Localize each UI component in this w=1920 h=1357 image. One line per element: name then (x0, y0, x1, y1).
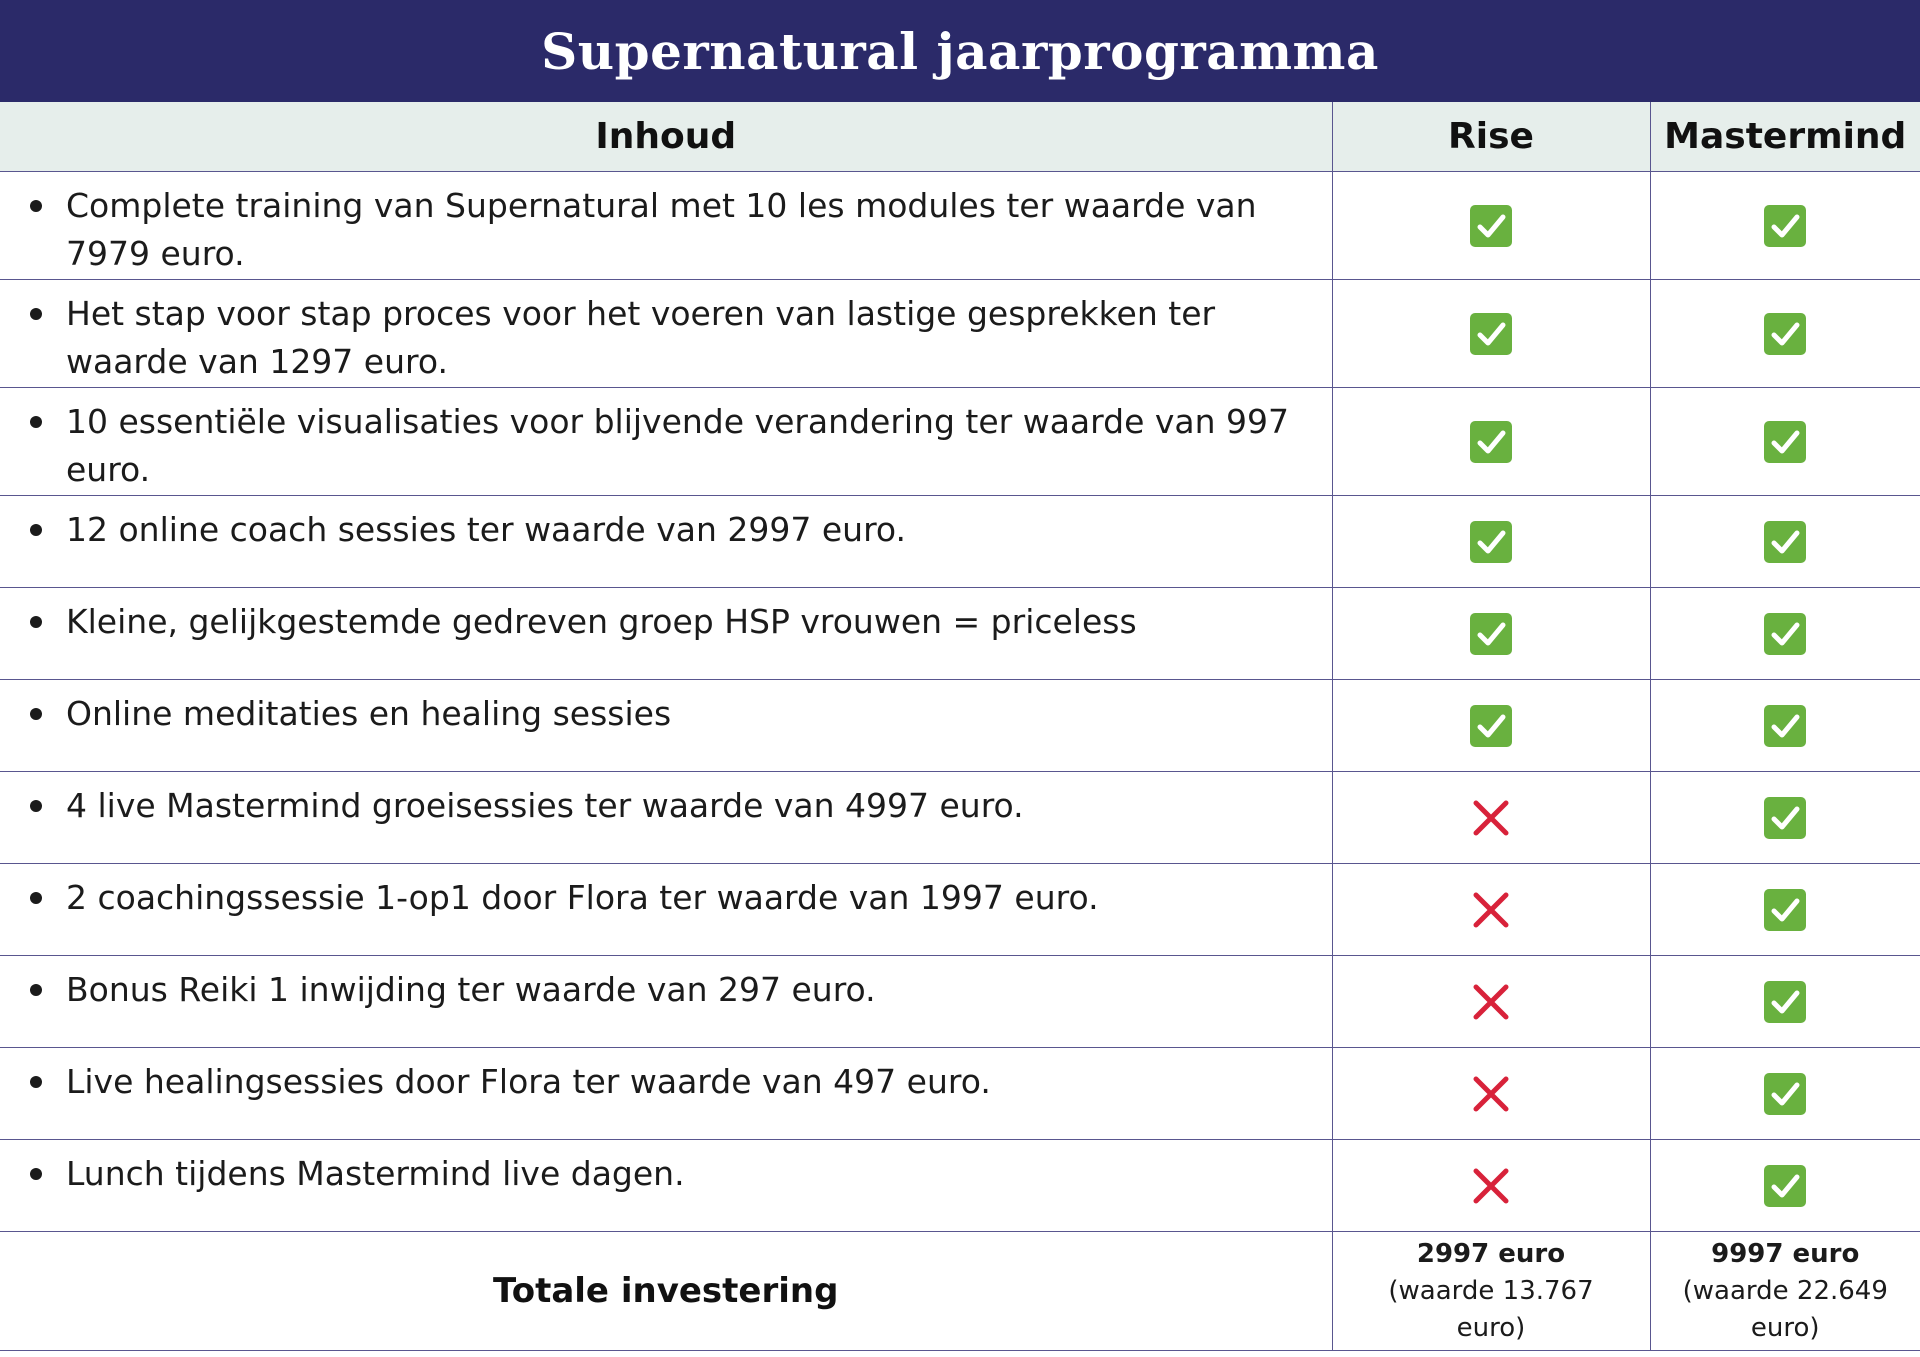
list-item (0, 280, 1332, 386)
check-box-icon (1470, 313, 1512, 355)
mastermind-mark-cell (1650, 680, 1920, 772)
check-box-icon (1764, 421, 1806, 463)
mastermind-mark-cell (1650, 1048, 1920, 1140)
check-box-icon (1470, 521, 1512, 563)
bullet-icon (30, 524, 42, 536)
feature-text: Bonus Reiki 1 inwijding ter waarde van 297 euro. (66, 970, 876, 1009)
check-box-icon (1764, 205, 1806, 247)
bullet-icon (30, 708, 42, 720)
feature-text: 12 online coach sessies ter waarde van 2997 euro. (66, 510, 907, 549)
column-header-content: Inhoud (0, 102, 1332, 172)
check-box-icon (1764, 705, 1806, 747)
total-row (0, 1232, 1920, 1351)
rise-value-note: (waarde 13.767 euro) (1388, 1275, 1594, 1343)
feature-cell (0, 956, 1332, 1048)
check-box-icon (1470, 205, 1512, 247)
feature-text: 2 coachingssessie 1-op1 door Flora ter waarde van 1997 euro. (66, 878, 1099, 917)
column-header-mastermind: Mastermind (1650, 102, 1920, 172)
table-row (0, 956, 1920, 1048)
mastermind-mark-cell (1650, 956, 1920, 1048)
check-box-icon (1764, 889, 1806, 931)
bullet-icon (30, 1168, 42, 1180)
rise-mark-cell (1332, 1048, 1650, 1140)
cross-icon (1470, 981, 1512, 1023)
column-header-row (0, 102, 1920, 172)
list-item (0, 772, 1332, 830)
rise-mark-cell (1332, 588, 1650, 680)
check-box-icon (1470, 705, 1512, 747)
mastermind-total-cell (1650, 1232, 1920, 1351)
feature-cell (0, 680, 1332, 772)
rise-mark-cell (1332, 388, 1650, 496)
mastermind-mark-cell (1650, 280, 1920, 388)
feature-cell (0, 172, 1332, 280)
mastermind-mark-cell (1650, 172, 1920, 280)
bullet-icon (30, 416, 42, 428)
feature-text: Live healingsessies door Flora ter waarde van 497 euro. (66, 1062, 991, 1101)
bullet-icon (30, 800, 42, 812)
feature-cell (0, 496, 1332, 588)
rise-mark-cell (1332, 1140, 1650, 1232)
feature-cell (0, 280, 1332, 388)
total-label: Totale investering (0, 1232, 1332, 1351)
list-item (0, 172, 1332, 278)
cross-icon (1470, 889, 1512, 931)
list-item (0, 864, 1332, 922)
bullet-icon (30, 892, 42, 904)
feature-text: Online meditaties en healing sessies (66, 694, 672, 733)
bullet-icon (30, 984, 42, 996)
mastermind-mark-cell (1650, 1140, 1920, 1232)
check-box-icon (1764, 613, 1806, 655)
mastermind-mark-cell (1650, 588, 1920, 680)
rise-mark-cell (1332, 680, 1650, 772)
feature-cell (0, 1048, 1332, 1140)
bullet-icon (30, 616, 42, 628)
feature-text: Complete training van Supernatural met 10 les modules ter waarde van 7979 euro. (66, 186, 1257, 273)
check-box-icon (1764, 313, 1806, 355)
feature-text: Het stap voor stap proces voor het voeren van lastige gesprekken ter waarde van 1297 euro. (66, 294, 1216, 381)
mastermind-mark-cell (1650, 388, 1920, 496)
bullet-icon (30, 200, 42, 212)
list-item (0, 388, 1332, 494)
rise-mark-cell (1332, 172, 1650, 280)
feature-cell (0, 1140, 1332, 1232)
rise-total-cell (1332, 1232, 1650, 1351)
rise-mark-cell (1332, 864, 1650, 956)
mastermind-mark-cell (1650, 864, 1920, 956)
feature-cell (0, 864, 1332, 956)
rise-price: 2997 euro (1416, 1238, 1566, 1269)
comparison-table (0, 102, 1920, 1351)
table-row (0, 588, 1920, 680)
cross-icon (1470, 1165, 1512, 1207)
cross-icon (1470, 1073, 1512, 1115)
mastermind-mark-cell (1650, 772, 1920, 864)
check-box-icon (1764, 1073, 1806, 1115)
list-item (0, 496, 1332, 554)
table-row (0, 680, 1920, 772)
rise-mark-cell (1332, 956, 1650, 1048)
mastermind-value-note: (waarde 22.649 euro) (1682, 1275, 1888, 1343)
list-item (0, 680, 1332, 738)
rise-mark-cell (1332, 280, 1650, 388)
feature-cell (0, 388, 1332, 496)
feature-cell (0, 772, 1332, 864)
table-body (0, 172, 1920, 1351)
table-row (0, 1140, 1920, 1232)
check-box-icon (1764, 981, 1806, 1023)
rise-mark-cell (1332, 496, 1650, 588)
table-row (0, 1048, 1920, 1140)
check-box-icon (1764, 521, 1806, 563)
feature-text: 4 live Mastermind groeisessies ter waarde van 4997 euro. (66, 786, 1024, 825)
table-row (0, 772, 1920, 864)
table-row (0, 172, 1920, 280)
title-bar (0, 0, 1920, 102)
list-item (0, 1140, 1332, 1198)
rise-mark-cell (1332, 772, 1650, 864)
table-row (0, 864, 1920, 956)
feature-text: Lunch tijdens Mastermind live dagen. (66, 1154, 685, 1193)
mastermind-mark-cell (1650, 496, 1920, 588)
list-item (0, 588, 1332, 646)
table-row (0, 496, 1920, 588)
mastermind-price: 9997 euro (1711, 1238, 1860, 1269)
feature-text: 10 essentiële visualisaties voor blijvende verandering ter waarde van 997 euro. (66, 402, 1290, 489)
check-box-icon (1764, 1165, 1806, 1207)
check-box-icon (1470, 613, 1512, 655)
column-header-rise: Rise (1332, 102, 1650, 172)
feature-cell (0, 588, 1332, 680)
feature-text: Kleine, gelijkgestemde gedreven groep HSP vrouwen = priceless (66, 602, 1137, 641)
table-row (0, 388, 1920, 496)
page-title: Supernatural jaarprogramma (541, 21, 1379, 81)
bullet-icon (30, 1076, 42, 1088)
list-item (0, 1048, 1332, 1106)
check-box-icon (1470, 421, 1512, 463)
cross-icon (1470, 797, 1512, 839)
bullet-icon (30, 308, 42, 320)
list-item (0, 956, 1332, 1014)
table-row (0, 280, 1920, 388)
check-box-icon (1764, 797, 1806, 839)
